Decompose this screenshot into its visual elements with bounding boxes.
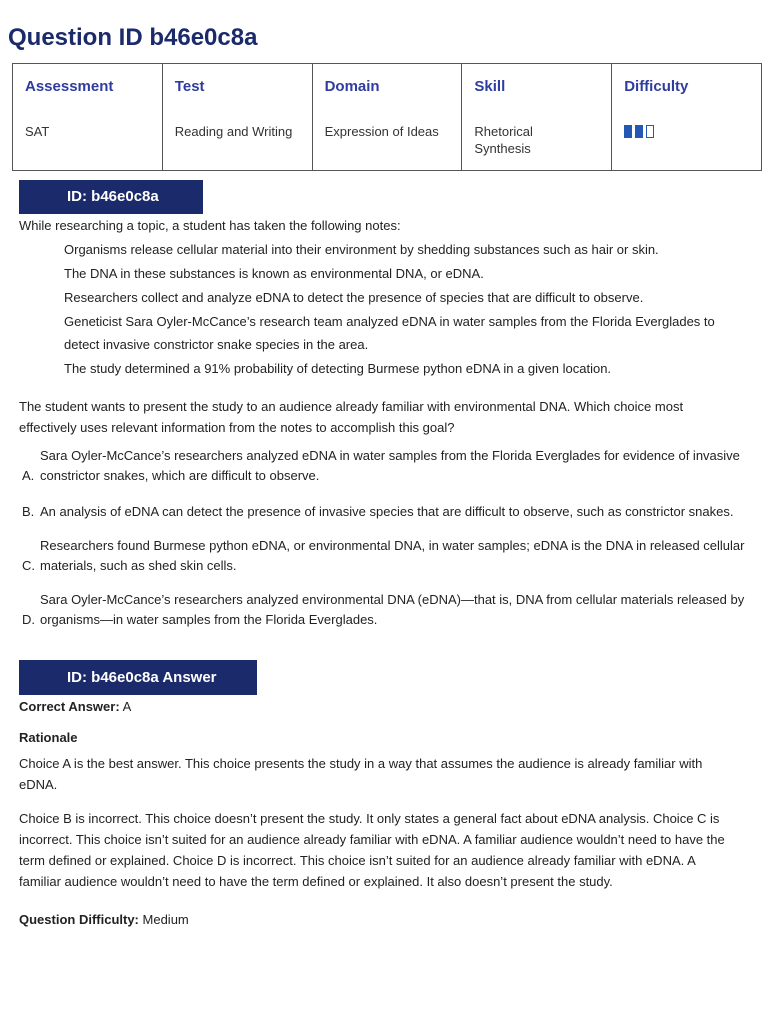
choice-d	[22, 590, 752, 630]
rationale-line: familiar audience wouldn’t need to have the term defined or explained. It also doesn’t present the study.	[19, 874, 613, 889]
rationale-heading	[19, 728, 78, 748]
header-domain: Domain	[312, 64, 462, 113]
rationale-line: Choice B is incorrect. This choice doesn’t present the study. It only states a general fact about eDNA analysis. Choice C is	[19, 811, 720, 826]
page-title: Question ID b46e0c8a	[8, 24, 258, 51]
prompt-line: The student wants to present the study to an audience already familiar with environmental DNA. Which choice most	[19, 399, 684, 414]
difficulty-meter	[624, 125, 654, 138]
choice-text-line: An analysis of eDNA can detect the presence of invasive species that are difficult to observe, such as constrictor snakes.	[40, 504, 734, 519]
header-difficulty: Difficulty	[612, 64, 762, 113]
choice-text-line: constrictor snakes, which are difficult to observe.	[40, 468, 320, 483]
meta-value-row	[13, 113, 762, 171]
choice-a	[22, 446, 752, 486]
choice-text-line: organisms—in water samples from the Florida Everglades.	[40, 612, 378, 627]
choice-c	[22, 536, 752, 576]
note-item: Geneticist Sara Oyler-McCance’s research team analyzed eDNA in water samples from the Florida Everglades to	[64, 314, 715, 329]
correct-answer-label: Correct Answer:	[19, 699, 120, 714]
choice-text-line: Sara Oyler-McCance’s researchers analyzed environmental DNA (eDNA)—that is, DNA from cellular materials released by	[40, 592, 745, 607]
question-difficulty	[19, 910, 189, 930]
value-domain: Expression of Ideas	[312, 113, 462, 171]
rationale-line: incorrect. This choice isn’t suited for an audience already familiar with eDNA. A familiar audience wouldn’t need to have the	[19, 832, 725, 847]
question-difficulty-value: Medium	[142, 912, 189, 927]
rationale-line: term defined or explained. Choice D is incorrect. This choice isn’t suited for an audience already familiar with eDNA. A	[19, 853, 696, 868]
difficulty-bar-2	[635, 125, 643, 138]
question-id-banner: ID: b46e0c8a	[19, 180, 203, 214]
question-meta-table	[12, 63, 762, 171]
note-item: Organisms release cellular material into their environment by shedding substances such as hair or skin.	[64, 242, 659, 257]
choice-letter: C.	[22, 558, 35, 573]
note-item: Researchers collect and analyze eDNA to detect the presence of species that are difficult to observe.	[64, 290, 644, 305]
choice-text-line: materials, such as shed skin cells.	[40, 558, 237, 573]
value-assessment: SAT	[13, 113, 163, 171]
choice-text-line: Sara Oyler-McCance’s researchers analyzed eDNA in water samples from the Florida Everglades for evidence of invasive	[40, 448, 740, 463]
value-test: Reading and Writing	[162, 113, 312, 171]
prompt-line: effectively uses relevant information from the notes to accomplish this goal?	[19, 420, 455, 435]
header-test: Test	[162, 64, 312, 113]
header-skill: Skill	[462, 64, 612, 113]
rationale-line: Choice A is the best answer. This choice presents the study in a way that assumes the audience is already familiar with	[19, 756, 703, 771]
note-item: The DNA in these substances is known as environmental DNA, or eDNA.	[64, 266, 484, 281]
choice-letter: B.	[22, 504, 35, 519]
choice-letter: A.	[22, 468, 35, 483]
value-difficulty	[612, 113, 762, 171]
choice-text-line: Researchers found Burmese python eDNA, or environmental DNA, in water samples; eDNA is the DNA in released cellular	[40, 538, 745, 553]
difficulty-bar-3	[646, 125, 654, 138]
value-skill: Rhetorical Synthesis	[462, 113, 612, 171]
answer-id-banner: ID: b46e0c8a Answer	[19, 660, 257, 695]
difficulty-bar-1	[624, 125, 632, 138]
question-intro: While researching a topic, a student has taken the following notes:	[19, 218, 401, 233]
correct-answer-value: A	[122, 699, 132, 714]
choice-letter: D.	[22, 612, 35, 627]
choice-b	[22, 502, 752, 522]
question-difficulty-label: Question Difficulty:	[19, 912, 139, 927]
rationale-heading-text: Rationale	[19, 730, 78, 745]
header-assessment: Assessment	[13, 64, 163, 113]
note-item: detect invasive constrictor snake species in the area.	[64, 337, 369, 352]
correct-answer	[19, 697, 131, 717]
note-item: The study determined a 91% probability of detecting Burmese python eDNA in a given location.	[64, 361, 612, 376]
meta-header-row	[13, 64, 762, 113]
rationale-line: eDNA.	[19, 777, 58, 792]
